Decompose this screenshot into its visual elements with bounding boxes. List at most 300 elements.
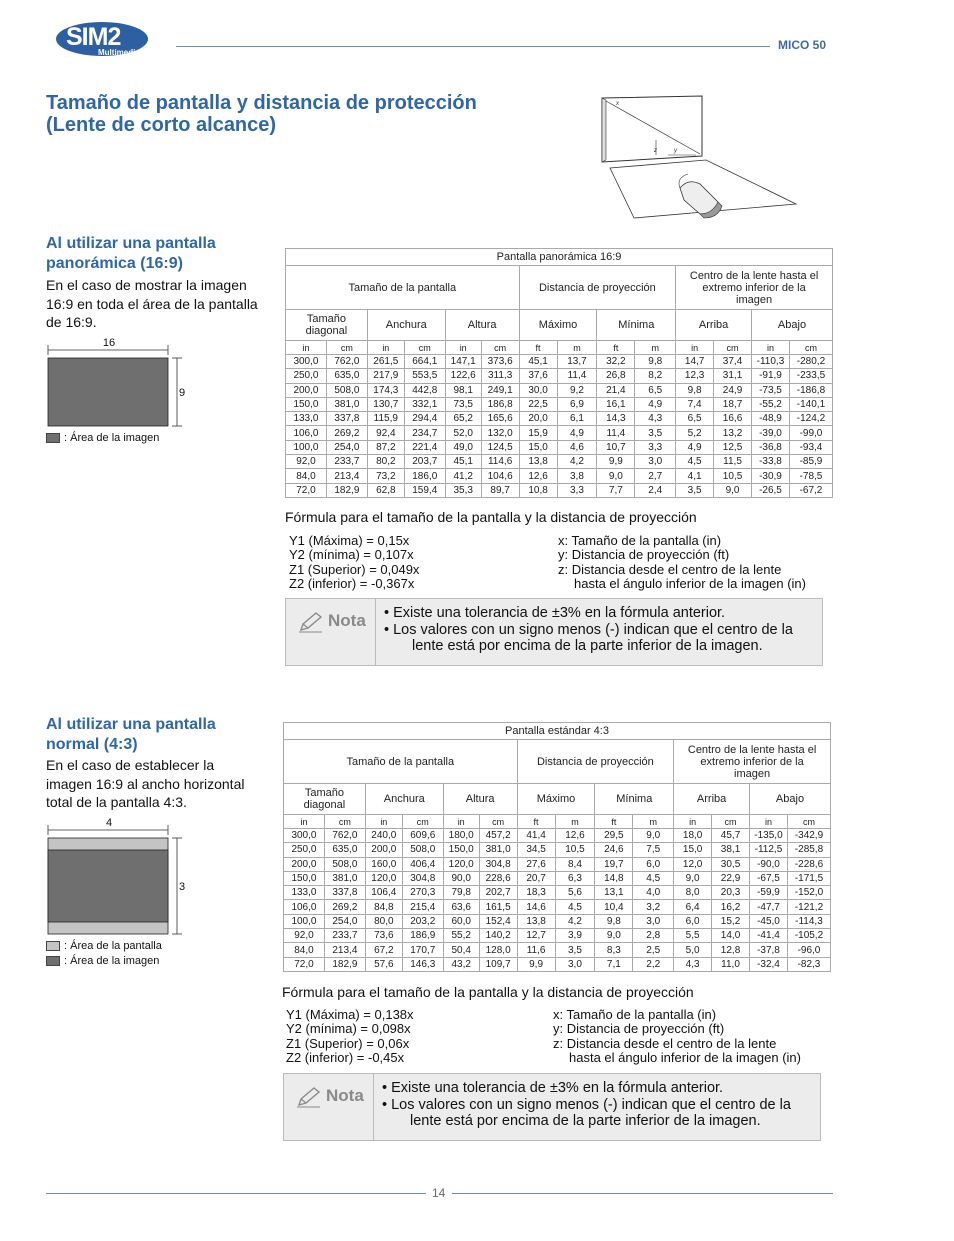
table-row xyxy=(286,397,833,411)
table-cell: 311,3 xyxy=(481,369,519,383)
table-cell: 55,2 xyxy=(443,929,479,943)
note-list xyxy=(382,1080,812,1130)
table-cell: 67,2 xyxy=(365,943,402,957)
table-cell: 609,6 xyxy=(402,829,443,843)
header-size: Tamaño de la pantalla xyxy=(286,266,520,310)
header-rule xyxy=(176,46,770,47)
table-cell: 6,1 xyxy=(557,412,597,426)
table-cell: 13,8 xyxy=(519,455,557,469)
table-cell: 304,8 xyxy=(402,871,443,885)
formula1-title: Fórmula para el tamaño de la pantalla y la distancia de proyección xyxy=(285,509,697,525)
table-cell: 9,0 xyxy=(714,483,752,497)
table-cell: 16,1 xyxy=(597,397,635,411)
section2-legend xyxy=(46,938,162,968)
table-cell: 114,6 xyxy=(481,455,519,469)
unit-cell: ft xyxy=(597,341,635,355)
table-cell: 4,0 xyxy=(633,886,674,900)
table-cell: 7,4 xyxy=(676,397,714,411)
table-cell: -41,4 xyxy=(749,929,787,943)
table-cell: -90,0 xyxy=(749,857,787,871)
table-cell: 508,0 xyxy=(326,383,367,397)
table-cell: 4,2 xyxy=(555,914,595,928)
table-cell: 2,7 xyxy=(635,469,676,483)
table-cell: 3,8 xyxy=(557,469,597,483)
table-caption: Pantalla panorámica 16:9 xyxy=(286,249,833,266)
table-cell: 62,8 xyxy=(367,483,404,497)
table-cell: 18,3 xyxy=(517,886,555,900)
table-cell: 20,3 xyxy=(712,886,750,900)
table-cell: 3,9 xyxy=(555,929,595,943)
aspect-4-3-illustration xyxy=(46,816,196,938)
table-cell: 2,4 xyxy=(635,483,676,497)
table-cell: 381,0 xyxy=(324,871,365,885)
table-cell: 3,5 xyxy=(635,426,676,440)
formula1-variables xyxy=(558,534,806,591)
section1-text-line: de 16:9. xyxy=(46,314,97,330)
table-cell: 18,7 xyxy=(714,397,752,411)
legend-image-label: : Área de la imagen xyxy=(64,954,160,967)
table-cell: 37,4 xyxy=(714,355,752,369)
legend-screen-label: : Área de la pantalla xyxy=(64,939,162,952)
table-cell: 213,4 xyxy=(324,943,365,957)
formula-line: Z1 (Superior) = 0,049x xyxy=(289,561,420,577)
table-row xyxy=(286,426,833,440)
table-cell: 553,5 xyxy=(404,369,445,383)
footer-rule xyxy=(452,1193,833,1194)
unit-cell: m xyxy=(633,815,674,829)
note-item-line: lente está por encima de la parte inferior de la imagen. xyxy=(410,1113,761,1129)
formula-line: Y2 (mínima) = 0,098x xyxy=(286,1021,411,1037)
height-label: 3 xyxy=(179,881,186,893)
table-cell: 133,0 xyxy=(286,412,327,426)
variable-line: x: Tamaño de la pantalla (in) xyxy=(558,533,722,548)
header-center-line: Centro de la lente hasta el xyxy=(689,269,819,282)
table-cell: 13,1 xyxy=(595,886,633,900)
formula2-title: Fórmula para el tamaño de la pantalla y la distancia de proyección xyxy=(282,984,694,1000)
header-center-line: imagen xyxy=(736,293,773,306)
table-cell: 34,5 xyxy=(517,843,555,857)
table-cell: 406,4 xyxy=(402,857,443,871)
table-cell: 120,0 xyxy=(443,857,479,871)
table-cell: 508,0 xyxy=(402,843,443,857)
table-cell: 10,8 xyxy=(519,483,557,497)
table-cell: 20,7 xyxy=(517,871,555,885)
table-cell: 38,1 xyxy=(712,843,750,857)
table-cell: 84,0 xyxy=(286,469,327,483)
header-diagonal-line: diagonal xyxy=(305,325,348,337)
formula2-equations xyxy=(286,1008,414,1065)
table-cell: 10,5 xyxy=(714,469,752,483)
table-cell: 63,6 xyxy=(443,900,479,914)
pencil-icon xyxy=(298,611,324,633)
table-cell: 20,0 xyxy=(519,412,557,426)
table-cell: 2,5 xyxy=(633,943,674,957)
table-cell: 31,1 xyxy=(714,369,752,383)
table-cell: 27,6 xyxy=(517,857,555,871)
section1-legend xyxy=(46,430,159,445)
table-cell: 11,4 xyxy=(597,426,635,440)
table-cell: 381,0 xyxy=(326,397,367,411)
table-cell: -47,7 xyxy=(749,900,787,914)
table-cell: 150,0 xyxy=(284,871,325,885)
table-row xyxy=(284,929,831,943)
table-cell: -135,0 xyxy=(749,829,787,843)
units-row xyxy=(284,815,831,829)
section1-title-line2: panorámica (16:9) xyxy=(46,255,183,272)
header-size: Tamaño de la pantalla xyxy=(284,740,518,784)
table-cell: 152,4 xyxy=(479,914,517,928)
table-cell: 12,6 xyxy=(555,829,595,843)
table-cell: 89,7 xyxy=(481,483,519,497)
table-cell: -228,6 xyxy=(787,857,830,871)
table-cell: 41,2 xyxy=(445,469,481,483)
table-cell: 92,0 xyxy=(286,455,327,469)
table-cell: 6,9 xyxy=(557,397,597,411)
section1-text-line: 16:9 en toda el área de la pantalla xyxy=(46,295,258,312)
table-cell: 249,1 xyxy=(481,383,519,397)
unit-cell: m xyxy=(635,341,676,355)
note-label-area xyxy=(284,1074,374,1140)
table-cell: 130,7 xyxy=(367,397,404,411)
table-cell: 165,6 xyxy=(481,412,519,426)
table-cell: 122,6 xyxy=(445,369,481,383)
table-cell: -85,9 xyxy=(789,455,832,469)
formula2-variables xyxy=(553,1008,801,1065)
variable-line: y: Distancia de proyección (ft) xyxy=(553,1021,725,1037)
width-label: 16 xyxy=(102,337,116,349)
table-cell: 160,0 xyxy=(365,857,402,871)
table-cell: 57,6 xyxy=(365,957,402,971)
table-cell: 50,4 xyxy=(443,943,479,957)
width-label: 4 xyxy=(105,817,113,829)
table-cell: 250,0 xyxy=(284,843,325,857)
table-cell: 3,3 xyxy=(557,483,597,497)
table-cell: 373,6 xyxy=(481,355,519,369)
table-cell: 35,3 xyxy=(445,483,481,497)
table-cell: 12,8 xyxy=(712,943,750,957)
image-area-swatch xyxy=(46,956,60,966)
table-cell: 37,6 xyxy=(519,369,557,383)
table-row xyxy=(286,483,833,497)
table-cell: 73,5 xyxy=(445,397,481,411)
table-cell: 762,0 xyxy=(326,355,367,369)
table-cell: -36,8 xyxy=(751,440,789,454)
table-cell: 200,0 xyxy=(365,843,402,857)
table-cell: 15,0 xyxy=(674,843,712,857)
header-bottom: Abajo xyxy=(749,784,830,815)
table-cell: 254,0 xyxy=(324,914,365,928)
diagram-label-z: z xyxy=(654,148,657,154)
table-cell: 4,9 xyxy=(557,426,597,440)
table-cell: 233,7 xyxy=(324,929,365,943)
table-cell: 120,0 xyxy=(365,871,402,885)
table-cell: 269,2 xyxy=(324,900,365,914)
table-cell: 2,2 xyxy=(633,957,674,971)
legend-item xyxy=(46,938,162,953)
table-cell: 221,4 xyxy=(404,440,445,454)
table-cell: 65,2 xyxy=(445,412,481,426)
section2-description xyxy=(46,756,278,812)
section2-text-line: total de la pantalla 4:3. xyxy=(46,794,187,810)
table-standard-body xyxy=(284,829,831,972)
unit-cell: cm xyxy=(789,341,832,355)
table-cell: -171,5 xyxy=(787,871,830,885)
header-height: Altura xyxy=(445,310,519,341)
table-cell: 8,3 xyxy=(595,943,633,957)
logo-subtext: Multimedia xyxy=(98,48,140,57)
table-cell: -124,2 xyxy=(789,412,832,426)
header-bottom: Abajo xyxy=(751,310,832,341)
unit-cell: cm xyxy=(402,815,443,829)
table-cell: 4,9 xyxy=(676,440,714,454)
table-cell: 150,0 xyxy=(443,843,479,857)
table-cell: -30,9 xyxy=(751,469,789,483)
table-row xyxy=(284,943,831,957)
table-cell: -285,8 xyxy=(787,843,830,857)
table-cell: 124,5 xyxy=(481,440,519,454)
table-row xyxy=(284,857,831,871)
table-cell: 73,2 xyxy=(367,469,404,483)
header-top: Arriba xyxy=(674,784,750,815)
table-cell: 4,5 xyxy=(633,871,674,885)
unit-cell: in xyxy=(286,341,327,355)
table-cell: 7,1 xyxy=(595,957,633,971)
table-cell: 304,8 xyxy=(479,857,517,871)
table-cell: 14,7 xyxy=(676,355,714,369)
table-cell: 337,8 xyxy=(326,412,367,426)
table-cell: 147,1 xyxy=(445,355,481,369)
table-cell: 29,5 xyxy=(595,829,633,843)
table-row xyxy=(284,829,831,843)
header-min: Mínima xyxy=(597,310,676,341)
table-cell: 133,0 xyxy=(284,886,325,900)
footer-rule xyxy=(46,1193,426,1194)
table-cell: 22,9 xyxy=(712,871,750,885)
table-cell: 84,8 xyxy=(365,900,402,914)
table-row xyxy=(286,440,833,454)
header-center-line: extremo inferior de la xyxy=(702,281,806,294)
unit-cell: m xyxy=(555,815,595,829)
table-cell: 664,1 xyxy=(404,355,445,369)
header-center xyxy=(674,740,831,784)
diagram-label-y: y xyxy=(674,148,677,154)
table-widescreen-body xyxy=(286,355,833,498)
header-width: Anchura xyxy=(365,784,443,815)
unit-cell: in xyxy=(367,341,404,355)
note-box-2 xyxy=(283,1073,821,1141)
table-cell: 100,0 xyxy=(284,914,325,928)
legend-image-label: : Área de la imagen xyxy=(64,431,160,444)
header-center xyxy=(676,266,833,310)
formula1-equations xyxy=(289,534,419,591)
height-label: 9 xyxy=(179,387,186,399)
table-row xyxy=(284,871,831,885)
table-cell: 270,3 xyxy=(402,886,443,900)
table-cell: -91,9 xyxy=(751,369,789,383)
table-cell: 104,6 xyxy=(481,469,519,483)
table-cell: 21,4 xyxy=(597,383,635,397)
table-cell: 79,8 xyxy=(443,886,479,900)
unit-cell: m xyxy=(557,341,597,355)
table-cell: 2,8 xyxy=(633,929,674,943)
unit-cell: cm xyxy=(712,815,750,829)
table-cell: 72,0 xyxy=(286,483,327,497)
table-cell: -59,9 xyxy=(749,886,787,900)
table-row xyxy=(284,900,831,914)
table-cell: 6,3 xyxy=(555,871,595,885)
table-cell: 30,5 xyxy=(712,857,750,871)
table-cell: 5,5 xyxy=(674,929,712,943)
image-area xyxy=(48,850,168,922)
table-cell: 203,2 xyxy=(402,914,443,928)
table-cell: 132,0 xyxy=(481,426,519,440)
table-cell: 4,3 xyxy=(674,957,712,971)
table-cell: 90,0 xyxy=(443,871,479,885)
table-row xyxy=(284,886,831,900)
formula-line: Y2 (mínima) = 0,107x xyxy=(289,547,414,563)
note-label-area xyxy=(286,599,376,665)
unit-cell: ft xyxy=(519,341,557,355)
table-cell: -93,4 xyxy=(789,440,832,454)
section1-title xyxy=(46,234,276,274)
table-cell: 635,0 xyxy=(326,369,367,383)
table-cell: -78,5 xyxy=(789,469,832,483)
variable-line: x: Tamaño de la pantalla (in) xyxy=(553,1007,717,1022)
table-cell: 5,6 xyxy=(555,886,595,900)
formula-line: Z2 (inferior) = -0,367x xyxy=(289,575,415,591)
table-cell: 45,1 xyxy=(445,455,481,469)
table-cell: 174,3 xyxy=(367,383,404,397)
header-diagonal xyxy=(286,310,368,341)
image-area xyxy=(48,358,168,426)
table-cell: 300,0 xyxy=(286,355,327,369)
section1-title-line1: Al utilizar una pantalla xyxy=(46,235,216,252)
table-cell: 10,4 xyxy=(595,900,633,914)
unit-cell: in xyxy=(674,815,712,829)
table-cell: 186,0 xyxy=(404,469,445,483)
formula-line: Y1 (Máxima) = 0,138x xyxy=(286,1007,414,1022)
table-cell: 9,8 xyxy=(595,914,633,928)
table-cell: -48,9 xyxy=(751,412,789,426)
table-cell: 182,9 xyxy=(324,957,365,971)
table-cell: -33,8 xyxy=(751,455,789,469)
table-cell: 14,0 xyxy=(712,929,750,943)
header-top: Arriba xyxy=(676,310,752,341)
table-cell: 13,8 xyxy=(517,914,555,928)
section2-text-line: En el caso de establecer la xyxy=(46,757,215,773)
table-cell: 18,0 xyxy=(674,829,712,843)
table-row xyxy=(286,455,833,469)
table-cell: 9,8 xyxy=(635,355,676,369)
note-item xyxy=(382,1097,812,1130)
diagram-label-x: x xyxy=(616,101,619,107)
table-cell: 24,6 xyxy=(595,843,633,857)
table-cell: 3,3 xyxy=(635,440,676,454)
table-cell: 11,0 xyxy=(712,957,750,971)
table-cell: -112,5 xyxy=(749,843,787,857)
table-cell: 12,0 xyxy=(674,857,712,871)
units-row xyxy=(286,341,833,355)
header-center-line: imagen xyxy=(734,767,771,780)
note-box-1 xyxy=(285,598,823,666)
note-item-line: • Los valores con un signo menos (-) indican que el centro de la xyxy=(382,1096,791,1113)
table-cell: 106,4 xyxy=(365,886,402,900)
table-cell: 9,0 xyxy=(674,871,712,885)
section1-description xyxy=(46,276,278,332)
header-center-line: Centro de la lente hasta el xyxy=(687,743,817,756)
table-cell: 332,1 xyxy=(404,397,445,411)
table-cell: -105,2 xyxy=(787,929,830,943)
table-cell: 6,5 xyxy=(676,412,714,426)
table-cell: 7,5 xyxy=(633,843,674,857)
table-cell: 269,2 xyxy=(326,426,367,440)
table-cell: 14,3 xyxy=(597,412,635,426)
table-row xyxy=(284,843,831,857)
table-cell: 115,9 xyxy=(367,412,404,426)
section1-text-line: En el caso de mostrar la imagen xyxy=(46,277,247,293)
pencil-icon xyxy=(296,1086,322,1108)
table-cell: 84,0 xyxy=(284,943,325,957)
table-cell: 100,0 xyxy=(286,440,327,454)
table-cell: 106,0 xyxy=(286,426,327,440)
table-cell: -186,8 xyxy=(789,383,832,397)
table-cell: 213,4 xyxy=(326,469,367,483)
header-height: Altura xyxy=(443,784,517,815)
header-diagonal-line: Tamaño xyxy=(304,787,344,799)
header-width: Anchura xyxy=(367,310,445,341)
page-title-line1: Tamaño de pantalla y distancia de protección xyxy=(46,92,477,114)
table-cell: 9,8 xyxy=(676,383,714,397)
table-cell: 200,0 xyxy=(286,383,327,397)
unit-cell: in xyxy=(751,341,789,355)
note-label: Nota xyxy=(328,611,366,630)
table-cell: 49,0 xyxy=(445,440,481,454)
table-cell: 140,2 xyxy=(479,929,517,943)
table-cell: 215,4 xyxy=(402,900,443,914)
table-cell: -37,8 xyxy=(749,943,787,957)
table-cell: 381,0 xyxy=(479,843,517,857)
table-cell: 4,2 xyxy=(557,455,597,469)
header-diagonal-line: diagonal xyxy=(303,799,346,811)
formula-line: Y1 (Máxima) = 0,15x xyxy=(289,533,410,548)
header-diagonal xyxy=(284,784,366,815)
variable-line: hasta el ángulo inferior de la imagen (in) xyxy=(569,1049,801,1065)
header-distance: Distancia de proyección xyxy=(517,740,674,784)
header-diagonal-line: Tamaño xyxy=(306,313,346,325)
table-cell: 4,6 xyxy=(557,440,597,454)
table-cell: 16,6 xyxy=(714,412,752,426)
table-cell: -67,2 xyxy=(789,483,832,497)
table-cell: 3,2 xyxy=(633,900,674,914)
table-cell: 92,0 xyxy=(284,929,325,943)
unit-cell: in xyxy=(445,341,481,355)
note-item-line: • Los valores con un signo menos (-) indican que el centro de la xyxy=(384,621,793,638)
unit-cell: cm xyxy=(404,341,445,355)
table-cell: 22,5 xyxy=(519,397,557,411)
table-cell: 41,4 xyxy=(517,829,555,843)
screen-area-swatch xyxy=(46,941,60,951)
unit-cell: ft xyxy=(595,815,633,829)
section2-title-line2: normal (4:3) xyxy=(46,736,138,753)
unit-cell: cm xyxy=(787,815,830,829)
formula-line: Z1 (Superior) = 0,06x xyxy=(286,1035,410,1051)
table-cell: 6,5 xyxy=(635,383,676,397)
table-cell: 4,9 xyxy=(635,397,676,411)
table-cell: -233,5 xyxy=(789,369,832,383)
page-title-line2: (Lente de corto alcance) xyxy=(46,114,277,136)
model-name: MICO 50 xyxy=(778,38,827,52)
legend-item xyxy=(46,953,162,968)
